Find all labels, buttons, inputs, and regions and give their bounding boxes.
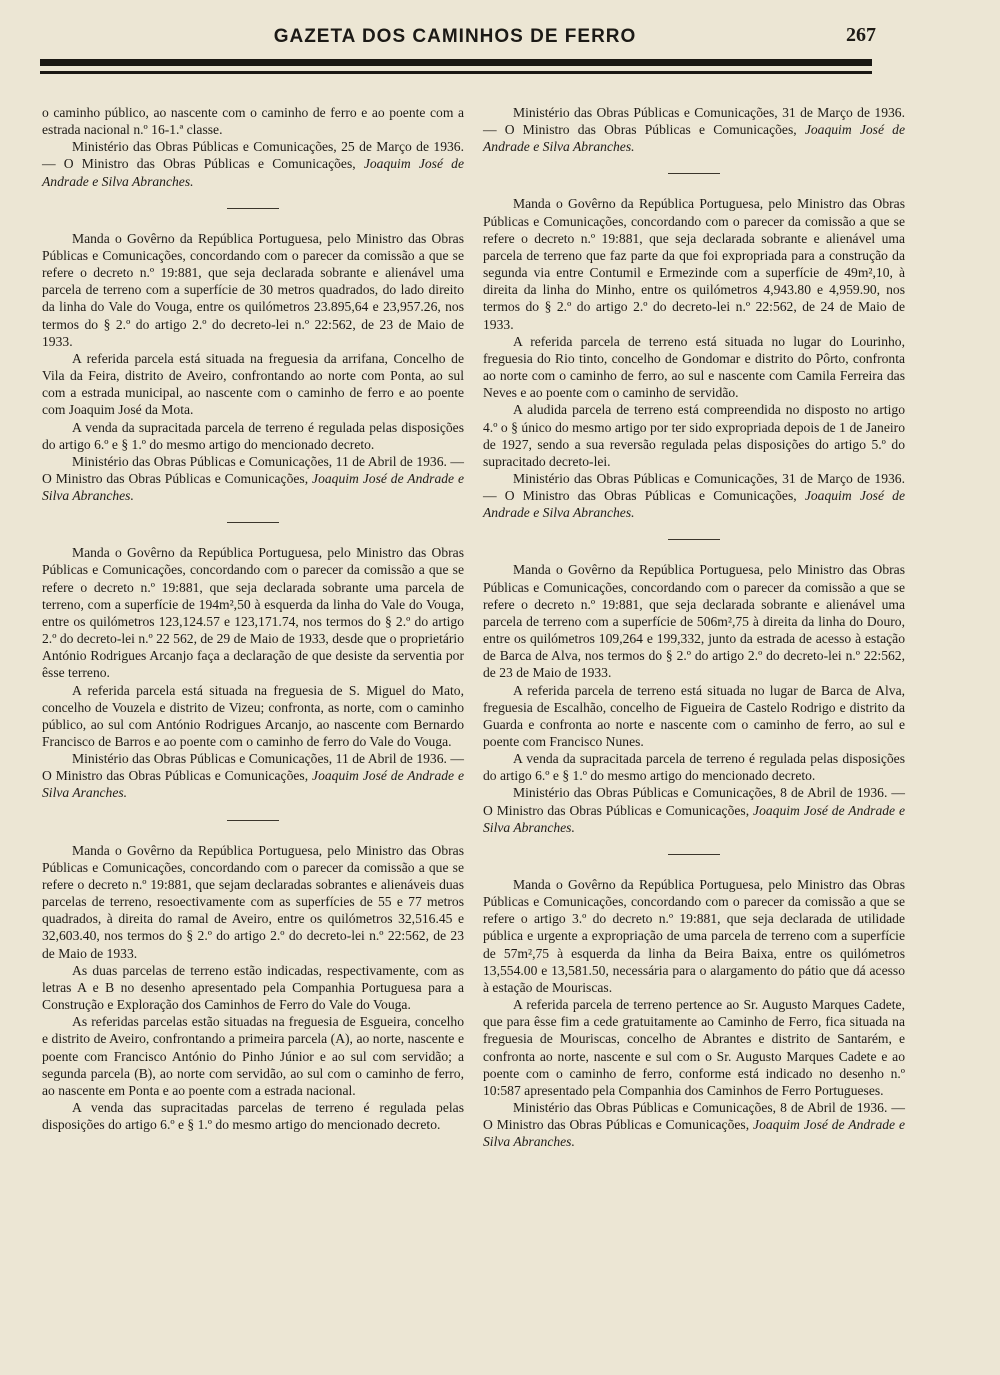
signature-paragraph: [483, 1099, 905, 1150]
paragraph-text: Ministério das Obras Públicas e Comunicações, 25 de Março de 1936. — O Ministro das Obras Públicas e Comunicações,: [42, 139, 464, 172]
decree-block: [42, 104, 464, 190]
paragraph: A venda da supracitada parcela de terreno é regulada pelas disposições do artigo 6.º e § 1.º do mesmo artigo do mencionado decreto.: [42, 419, 464, 452]
decree-block: [483, 104, 905, 155]
paragraph: A aludida parcela de terreno está compreendida no disposto no artigo 4.º o § único do mesmo artigo por ter sido expropriada depois de 1 de Janeiro de 1927, sendo a sua reversão regulada pelas disposições do artigo 5.º do supracitado decreto-lei.: [483, 402, 905, 469]
decree-block: [42, 544, 464, 801]
page-number: 267: [846, 24, 876, 46]
decree-block: [483, 195, 905, 521]
decree-block: [42, 842, 464, 1134]
paragraph-text: Ministério das Obras Públicas e Comunicações, 31 de Março de 1936. — O Ministro das Obras Públicas e Comunicações,: [483, 470, 905, 504]
paragraph: Manda o Govêrno da República Portuguesa, pelo Ministro das Obras Públicas e Comunicações, concordando com o parecer da comissão a que se refere o artigo 3.º do decreto n.º 19:881, que seja declarada de utilidade pública e urgente a expropriação de uma parcela de terreno com a superfície de 57m²,75 à esquerda da linha da Beira Baixa, entre os quilómetros 13,554.00 e 13,581.50, necessária para o alargamento do pátio que dá acesso à estação de Mouriscas.: [483, 876, 905, 995]
left-column: [42, 104, 464, 1133]
paragraph-text: Ministério das Obras Públicas e Comunicações, 8 de Abril de 1936. — O Ministro das Obras Públicas e Comunicações,: [483, 785, 905, 818]
paragraph: As referidas parcelas estão situadas na freguesia de Esgueira, concelho e distrito de Aveiro, confrontando a primeira parcela (A), ao norte, nascente e poente com Francisco António do Pinho Júnior e ao sul com servidão; a segunda parcela (B), ao norte com servidão, ao sul com o caminho de ferro, ao nascente em Ponta e ao poente com a estrada nacional.: [42, 1014, 464, 1098]
signature-paragraph: [42, 453, 464, 504]
header-rule-thick: [40, 59, 872, 66]
paragraph: A referida parcela está situada na freguesia da arrifana, Concelho de Vila da Feira, distrito de Aveiro, confrontando ao norte com Ponta, ao sul com a estrada municipal, ao nascente com o caminho de ferro e ao poente com Joaquim José da Mota.: [42, 350, 464, 418]
section-divider: [227, 820, 279, 821]
signature-paragraph: [483, 104, 905, 155]
section-divider: [227, 522, 279, 523]
signature: Joaquim José de Andrade e Silva Abranches.: [483, 1117, 906, 1150]
section-divider: [668, 173, 720, 174]
paragraph-text: Ministério das Obras Públicas e Comunicações, 31 de Março de 1936. — O Ministro das Obras Públicas e Comunicações,: [483, 105, 905, 138]
paragraph: A referida parcela está situada na freguesia de S. Miguel do Mato, concelho de Vouzela e distrito de Vizeu; confronta, as norte, com o caminho público, ao sul com António Rodrigues Arcanjo, ao nascente com Bernardo Francisco de Barros e ao poente com o caminho de ferro do Vale do Vouga.: [42, 682, 464, 749]
paragraph-text: Ministério das Obras Públicas e Comunicações, 11 de Abril de 1936. — O Ministro das Obras Públicas e Comunicações,: [42, 453, 464, 486]
publication-title: GAZETA DOS CAMINHOS DE FERRO: [273, 26, 637, 47]
paragraph: Manda o Govêrno da República Portuguesa, pelo Ministro das Obras Públicas e Comunicações, concordando com o parecer da comissão a que se refere o decreto n.º 19:881, que seja declarada sobrante e alienável uma parcela de terreno que faz parte da que foi expropriada para a construção da segunda via entre Contumil e Ermezinde com a superfície de 49m²,10, à direita da linha do Minho, entre os quilómetros 4,943.80 e 4,959.90, nos termos do § 2.º do artigo 2.º do decreto-lei n.º 22:562, de 24 de Maio de 1933.: [483, 196, 905, 332]
paragraph: As duas parcelas de terreno estão indicadas, respectivamente, com as letras A e B no desenho apresentado pela Companhia Portuguesa para a Construção e Exploração dos Caminhos de Ferro do Vale do Vouga.: [42, 962, 464, 1013]
signature: Joaquim José de Andrade e Silva Abranches.: [483, 488, 905, 521]
paragraph: A referida parcela de terreno está situada no lugar do Lourinho, freguesia do Rio tinto, concelho de Gondomar e distrito do Pôrto, confronta ao norte com o caminho de ferro, ao sul e nascente com Camila Ferreira das Neves e ao poente com o caminho de servidão.: [483, 333, 905, 401]
signature: Joaquim José de Andrade e Silva Abranches.: [483, 802, 906, 835]
section-divider: [668, 539, 720, 540]
paragraph: Manda o Govêrno da República Portuguesa, pelo Ministro das Obras Públicas e Comunicações, concordando com o parecer da comissão a que se refere o decreto n.º 19:881, que seja declarada sobrante e alienável uma parcela de terreno com a superfície de 30 metros quadrados, do lado direito da linha do Vale do Vouga, entre os quilómetros 23.895,64 e 23,957.26, nos termos do § 2.º do artigo 2.º do decreto-lei n.º 22:562, de 23 de Maio de 1933.: [42, 230, 464, 349]
signature: Joaquim José de Andrade e Silva Abranches.: [42, 156, 464, 189]
signature-paragraph: [42, 138, 464, 189]
paragraph: Manda o Govêrno da República Portuguesa, pelo Ministro das Obras Públicas e Comunicações, concordando com o parecer da comissão a que se refere o decreto n.º 19:881, que seja declarada sobrante e alienável uma parcela de terreno com a superfície de 506m²,75 à direita da linha do Douro, entre os quilómetros 109,264 e 199,332, junto da estrada de acesso à estação de Barca de Alva, nos termos do § 2.º do artigo 2.º do decreto-lei n.º 22:562, de 23 de Maio de 1933.: [483, 562, 905, 681]
paragraph: A venda das supracitadas parcelas de terreno é regulada pelas disposições do artigo 6.º e § 1.º do mesmo artigo do mencionado decreto.: [42, 1099, 464, 1133]
paragraph-text: Ministério das Obras Públicas e Comunicações, 8 de Abril de 1936. — O Ministro das Obras Públicas e Comunicações,: [483, 1099, 905, 1133]
decree-block: [483, 876, 905, 1151]
signature-paragraph: [483, 784, 905, 835]
section-divider: [227, 208, 279, 209]
right-column: [483, 104, 905, 1150]
decree-block: [42, 230, 464, 505]
signature: Joaquim José de Andrade e Silva Aranches.: [42, 768, 465, 801]
decree-block: [483, 561, 905, 836]
paragraph: Manda o Govêrno da República Portuguesa, pelo Ministro das Obras Públicas e Comunicações, concordando com o parecer da comissão a que se refere o decreto n.º 19:881, que seja declarada sobrante uma parcela de terreno, com a superfície de 194m²,50 à esquerda da linha do Vale do Vouga, entre os quilómetros 123,124.57 e 123,171.74, nos termos do § 2.º do artigo 2.º do decreto-lei n.º 22 562, de 29 de Maio de 1933, desde que o proprietário António Rodrigues Arcanjo faça a declaração de que desiste da serventia por êsse terreno.: [42, 545, 464, 681]
paragraph: A referida parcela de terreno está situada no lugar de Barca de Alva, freguesia de Escalhão, concelho de Figueira de Castelo Rodrigo e distrito da Guarda e confronta ao norte e nascente com o caminho de ferro, ao sul e poente com Francisco Nunes.: [483, 682, 905, 749]
signature: Joaquim José de Andrade e Silva Abranches.: [483, 122, 905, 155]
signature-paragraph: [483, 470, 905, 521]
paragraph: A venda da supracitada parcela de terreno é regulada pelas disposições do artigo 6.º e § 1.º do mesmo artigo do mencionado decreto.: [483, 751, 905, 784]
signature-paragraph: [42, 750, 464, 801]
paragraph: A referida parcela de terreno pertence ao Sr. Augusto Marques Cadete, que para êsse fim a cede gratuitamente ao Caminho de Ferro, fica situada na freguesia de Mouriscas, concelho de Abrantes e distrito de Santarém, e confronta ao norte, nascente e sul com o Sr. Augusto Marques Cadete e ao poente com o caminho de ferro, conforme está indicado no desenho n.º 10:587 apresentado pela Companhia dos Caminhos de Ferro Portugueses.: [483, 997, 905, 1098]
paragraph-text: Ministério das Obras Públicas e Comunicações, 11 de Abril de 1936. — O Ministro das Obras Públicas e Comunicações,: [42, 751, 464, 784]
header-rule-thin: [40, 71, 872, 74]
paragraph: Manda o Govêrno da República Portuguesa, pelo Ministro das Obras Públicas e Comunicações, concordando com o parecer da comissão a que se refere o decreto n.º 19:881, que sejam declaradas sobrantes e alienáveis duas parcelas de terreno, resoectivamente com as superfícies de 55 e 77 metros quadrados, à direita do ramal de Aveiro, entre os quilómetros 32,516.45 e 32,603.40, nos termos do § 2.º do artigo 2.º do decreto-lei n.º 22:562, de 23 de Maio de 1933.: [42, 842, 464, 961]
page-header: [40, 24, 876, 52]
paragraph: o caminho público, ao nascente com o caminho de ferro e ao poente com a estrada nacional n.º 16-1.ª classe.: [42, 105, 464, 138]
section-divider: [668, 854, 720, 855]
signature: Joaquim José de Andrade e Silva Abranches.: [42, 470, 465, 504]
